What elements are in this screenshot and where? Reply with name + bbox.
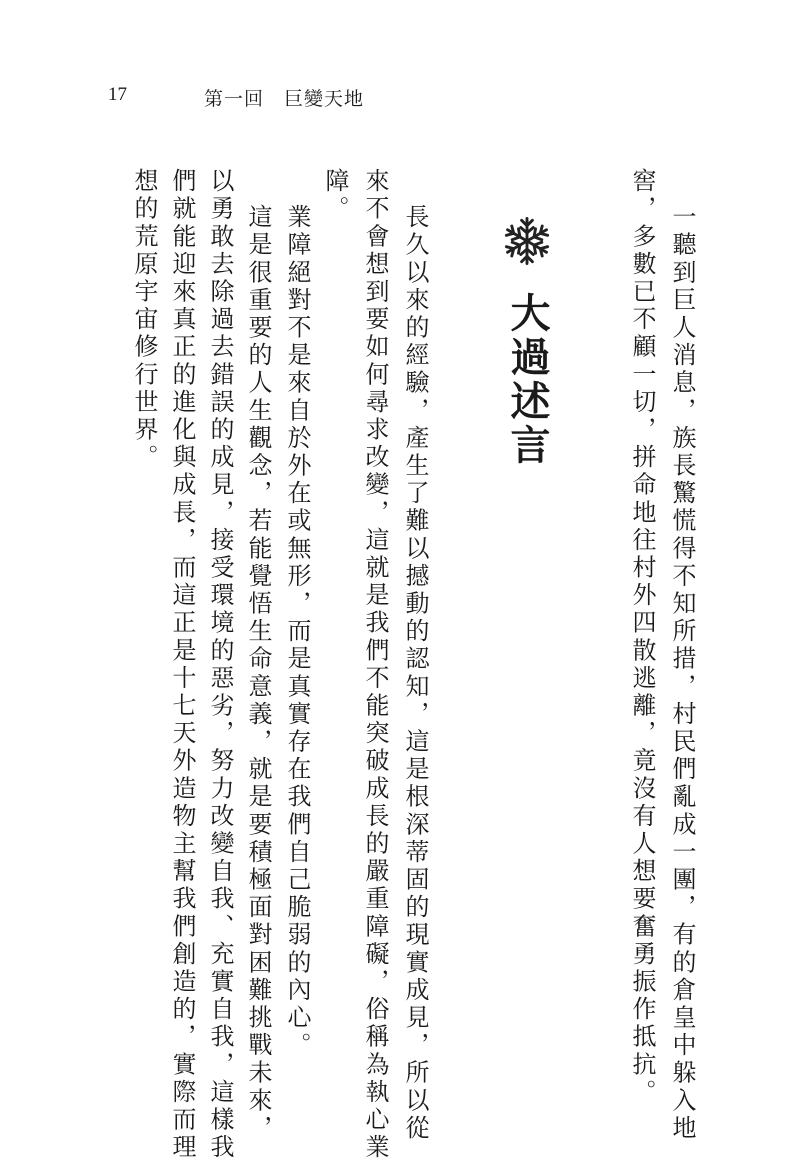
chapter-title: 第一回 巨變天地	[204, 88, 365, 110]
text-column: 想的荒原宇宙修行世界。	[130, 168, 158, 472]
text-column: 業障絕對不是來自於外在或無形，而是真實存在我們自己脆弱的內心。	[283, 204, 311, 1060]
section-heading: 大過述言	[504, 292, 551, 468]
text-column: 一聽到巨人消息，族長驚慌得不知所措，村民們亂成一團，有的倉皇中躲入地	[668, 204, 696, 1143]
text-column: 這是很重要的人生觀念，若能覺悟生命意義，就是要積極面對困難挑戰未來，	[244, 204, 272, 1143]
text-column: 窖，多數已不顧一切，拼命地往村外四散逃離，竟沒有人想要奮勇振作抵抗。	[628, 168, 656, 1107]
page-header	[0, 84, 800, 114]
page-number: 17	[108, 84, 127, 105]
text-column: 來不會想到要如何尋求改變，這就是我們不能突破成長的嚴重障礙，俗稱為執心業	[361, 168, 389, 1162]
snowflake-icon	[500, 214, 554, 268]
text-column: 們就能迎來真正的進化與成長，而這正是十七天外造物主幫我們創造的，實際而理	[168, 168, 196, 1162]
text-column: 以勇敢去除過去錯誤的成見，接受環境的惡劣，努力改變自我、充實自我，這樣我	[206, 168, 234, 1162]
text-column: 長久以來的經驗，產生了難以撼動的認知，這是根深蒂固的現實成見，所以從	[401, 204, 429, 1143]
text-column: 障。	[321, 168, 349, 224]
